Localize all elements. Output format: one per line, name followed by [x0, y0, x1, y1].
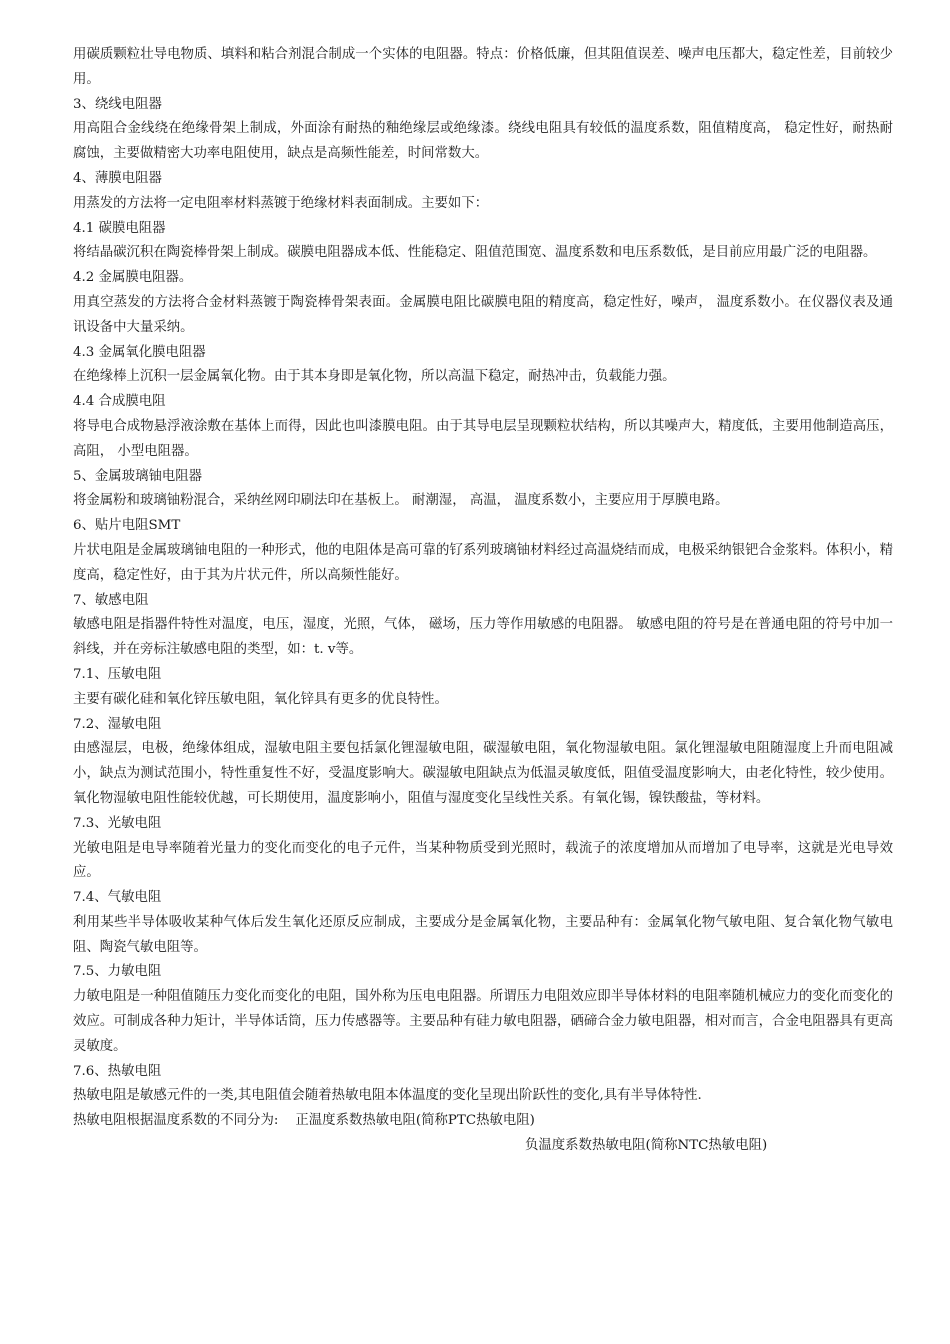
classification-line: 热敏电阻根据温度系数的不同分为: 正温度系数热敏电阻(简称PTC热敏电阻) — [73, 1113, 535, 1129]
body-paragraph: 由感湿层，电极，绝缘体组成，湿敏电阻主要包括氯化锂湿敏电阻，碳湿敏电阻，氧化物湿敏电阻。氯化锂湿敏电阻随湿度上升而电阻减小，缺点为测试范围小，特性重复性不好，受温度影响大。碳湿敏电阻缺点为低温灵敏度低，阻值受温度影响大，由老化特性，较少使用。氧化物湿敏电阻性能较优越，可长期使用，温度影响小，阻值与湿度变化呈线性关系。有氧化锡，镍铁酸盐，等材料。 — [73, 741, 893, 806]
body-paragraph: 在绝缘棒上沉积一层金属氧化物。由于其本身即是氧化物，所以高温下稳定，耐热冲击，负载能力强。 — [73, 369, 676, 385]
section-heading: 7、敏感电阻 — [73, 592, 149, 608]
section-heading: 4、薄膜电阻器 — [73, 170, 162, 186]
section-heading: 5、金属玻璃铀电阻器 — [73, 468, 203, 484]
body-paragraph: 光敏电阻是电导率随着光量力的变化而变化的电子元件，当某种物质受到光照时，载流子的浓度增加从而增加了电导率，这就是光电导效应。 — [73, 840, 893, 881]
body-paragraph: 用碳质颗粒壮导电物质、填料和粘合剂混合制成一个实体的电阻器。特点：价格低廉，但其阻值误差、噪声电压都大，稳定性差，目前较少用。 — [73, 47, 893, 87]
body-paragraph: 敏感电阻是指器件特性对温度，电压，湿度，光照，气体， 磁场，压力等作用敏感的电阻器。 敏感电阻的符号是在普通电阻的符号中加一斜线，并在旁标注敏感电阻的类型，如：t. v等。 — [73, 617, 893, 658]
body-paragraph: 主要有碳化硅和氧化锌压敏电阻，氧化锌具有更多的优良特性。 — [73, 691, 448, 707]
body-paragraph: 将导电合成物悬浮液涂敷在基体上而得，因此也叫漆膜电阻。由于其导电层呈现颗粒状结构，所以其噪声大，精度低，主要用他制造高压， 高阻， 小型电阻器。 — [73, 418, 893, 459]
body-paragraph: 将金属粉和玻璃铀粉混合，采纳丝网印刷法印在基板上。 耐潮湿， 高温， 温度系数小，主要应用于厚膜电路。 — [73, 493, 729, 509]
document-page — [73, 43, 893, 1159]
classification-line-indented: 负温度系数热敏电阻(简称NTC热敏电阻) — [525, 1138, 768, 1154]
section-heading: 3、绕线电阻器 — [73, 96, 162, 112]
section-heading: 4.2 金属膜电阻器。 — [73, 270, 193, 286]
body-paragraph: 力敏电阻是一种阻值随压力变化而变化的电阻，国外称为压电电阻器。所谓压力电阻效应即半导体材料的电阻率随机械应力的变化而变化的效应。可制成各种力矩计，半导体话筒，压力传感器等。主要品种有硅力敏电阻器，硒碲合金力敏电阻器，相对而言，合金电阻器具有更高灵敏度。 — [73, 989, 893, 1054]
body-paragraph: 用高阻合金线绕在绝缘骨架上制成，外面涂有耐热的釉绝缘层或绝缘漆。绕线电阻具有较低的温度系数，阻值精度高， 稳定性好，耐热耐腐蚀，主要做精密大功率电阻使用，缺点是高频性能差，时间常数大。 — [73, 121, 893, 162]
section-heading: 7.2、湿敏电阻 — [73, 716, 162, 732]
section-heading: 7.4、气敏电阻 — [73, 890, 162, 906]
section-heading: 6、贴片电阻SMT — [73, 518, 181, 534]
body-paragraph: 利用某些半导体吸收某种气体后发生氧化还原反应制成，主要成分是金属氧化物，主要品种有：金属氧化物气敏电阻、复合氧化物气敏电阻、陶瓷气敏电阻等。 — [73, 914, 893, 955]
section-heading: 4.3 金属氧化膜电阻器 — [73, 344, 206, 360]
body-paragraph: 将结晶碳沉积在陶瓷棒骨架上制成。碳膜电阻器成本低、性能稳定、阻值范围宽、温度系数和电压系数低，是目前应用最广泛的电阻器。 — [73, 245, 877, 261]
section-heading: 4.4 合成膜电阻 — [73, 394, 166, 410]
body-paragraph: 用蒸发的方法将一定电阻率材料蒸镀于绝缘材料表面制成。主要如下： — [73, 195, 489, 211]
body-paragraph: 片状电阻是金属玻璃铀电阻的一种形式，他的电阻体是高可靠的钌系列玻璃铀材料经过高温烧结而成，电极采纳银钯合金浆料。体积小，精度高，稳定性好，由于其为片状元件，所以高频性能好。 — [73, 542, 893, 583]
section-heading: 7.1、压敏电阻 — [73, 666, 162, 682]
body-paragraph: 热敏电阻是敏感元件的一类,其电阻值会随着热敏电阻本体温度的变化呈现出阶跃性的变化,具有半导体特性. — [73, 1088, 702, 1104]
body-paragraph: 用真空蒸发的方法将合金材料蒸镀于陶瓷棒骨架表面。金属膜电阻比碳膜电阻的精度高，稳定性好，噪声， 温度系数小。在仪器仪表及通讯设备中大量采纳。 — [73, 294, 893, 335]
section-heading: 4.1 碳膜电阻器 — [73, 220, 166, 236]
section-heading: 7.5、力敏电阻 — [73, 964, 162, 980]
section-heading: 7.3、光敏电阻 — [73, 815, 162, 831]
section-heading: 7.6、热敏电阻 — [73, 1063, 162, 1079]
